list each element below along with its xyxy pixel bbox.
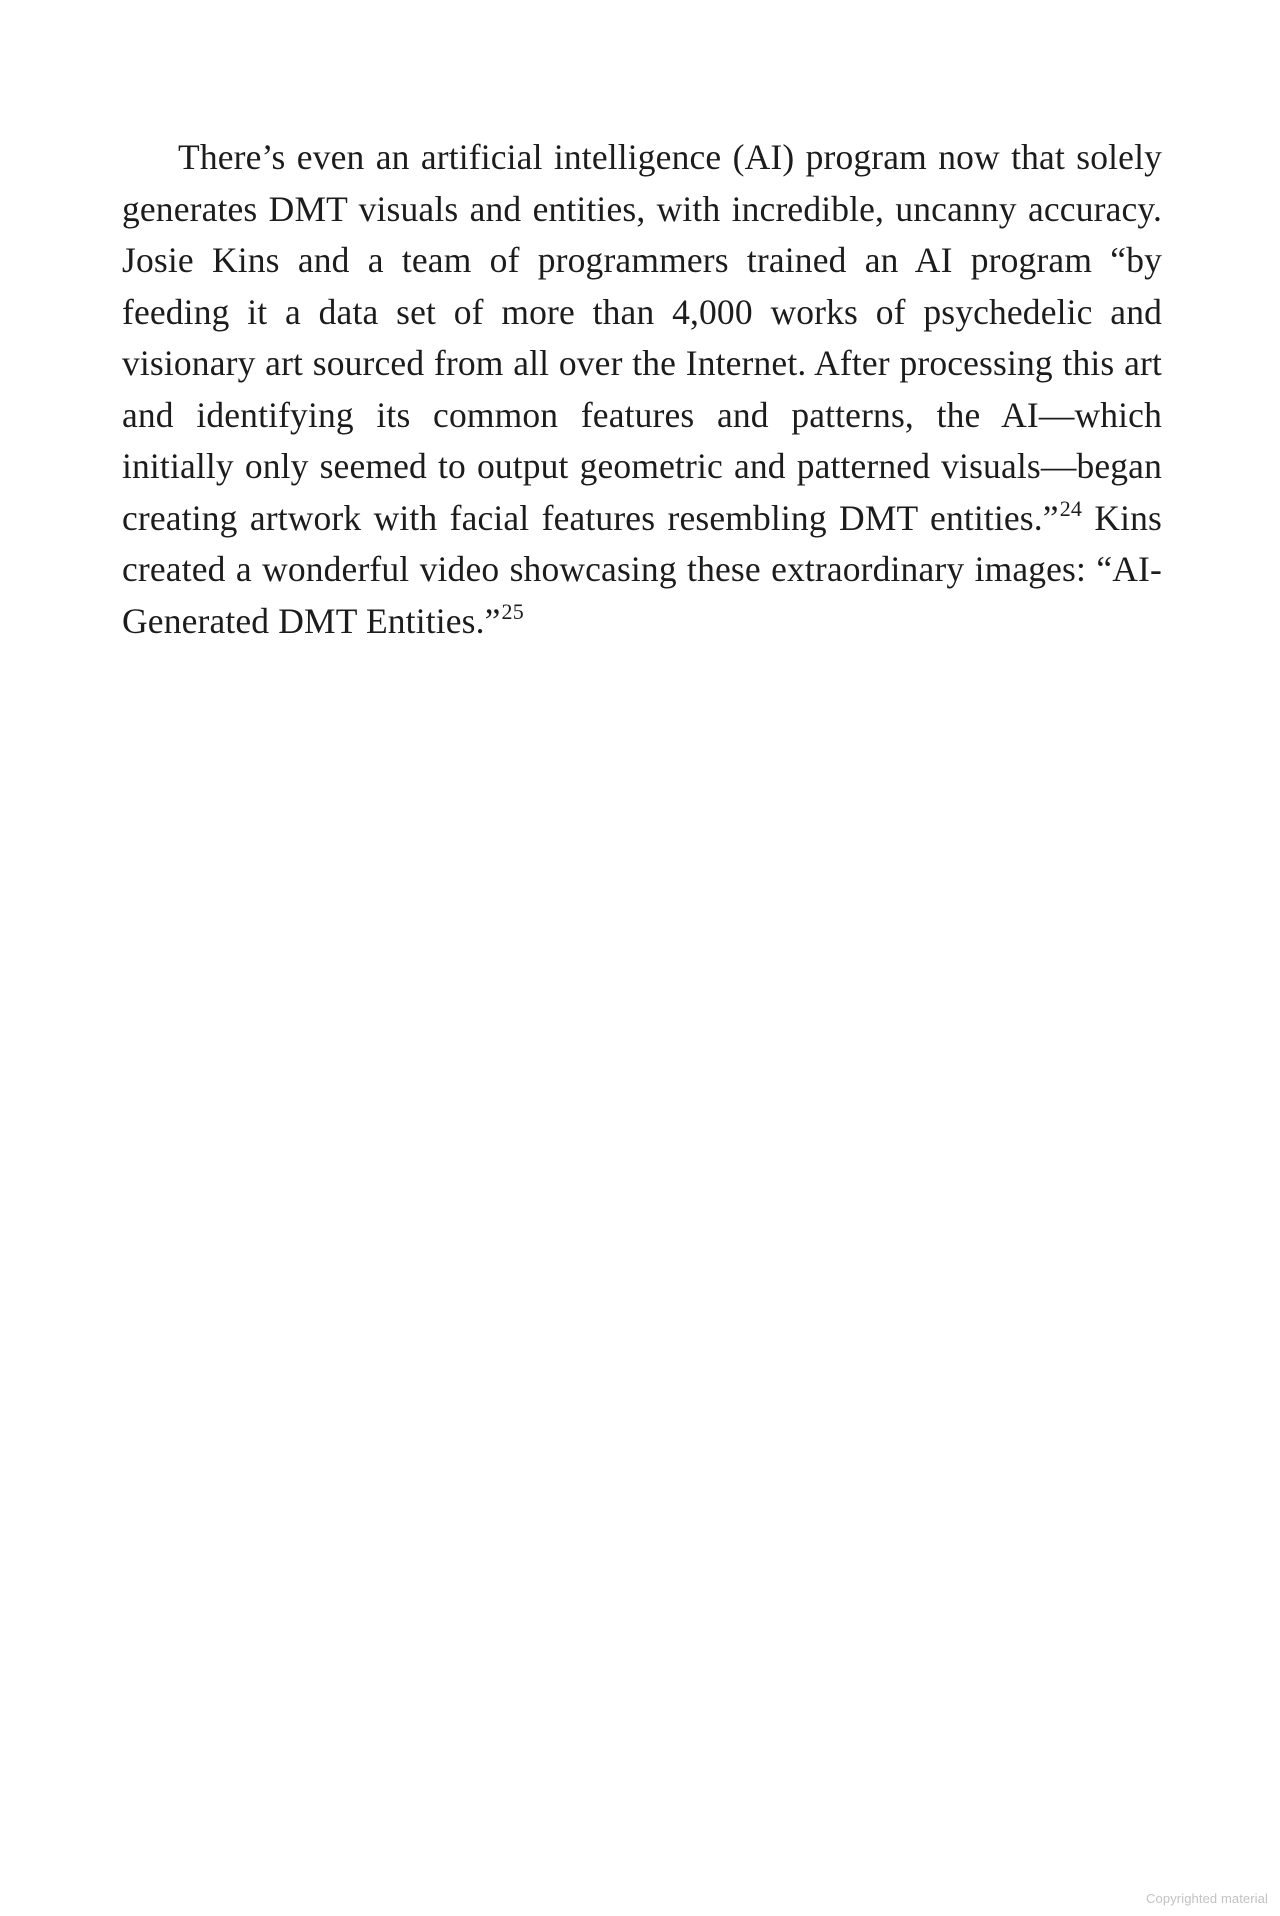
footnote-reference-25[interactable]: 25: [501, 598, 524, 624]
paragraph-text-part-2: Kins created a wonderful video showcasing these extraordinary images: “AI-Generated DMT Entities.”: [122, 497, 1162, 641]
paragraph-text-part-1: There’s even an artificial intelligence (AI) program now that solely generates DMT visuals and entities, with incredible, uncanny accuracy. Josie Kins and a team of programmers trained an AI program “by feeding it a data set of more than 4,000 works of psychedelic and visionary art sourced from all over the Internet. After processing this art and identifying its common features and patterns, the AI—which initially only seemed to output geometric and patterned visuals—began creating artwork with facial features resembling DMT entities.”: [122, 137, 1162, 538]
body-paragraph: [122, 132, 1162, 647]
copyright-watermark: Copyrighted material: [1146, 1891, 1268, 1906]
footnote-reference-24[interactable]: 24: [1059, 495, 1083, 521]
